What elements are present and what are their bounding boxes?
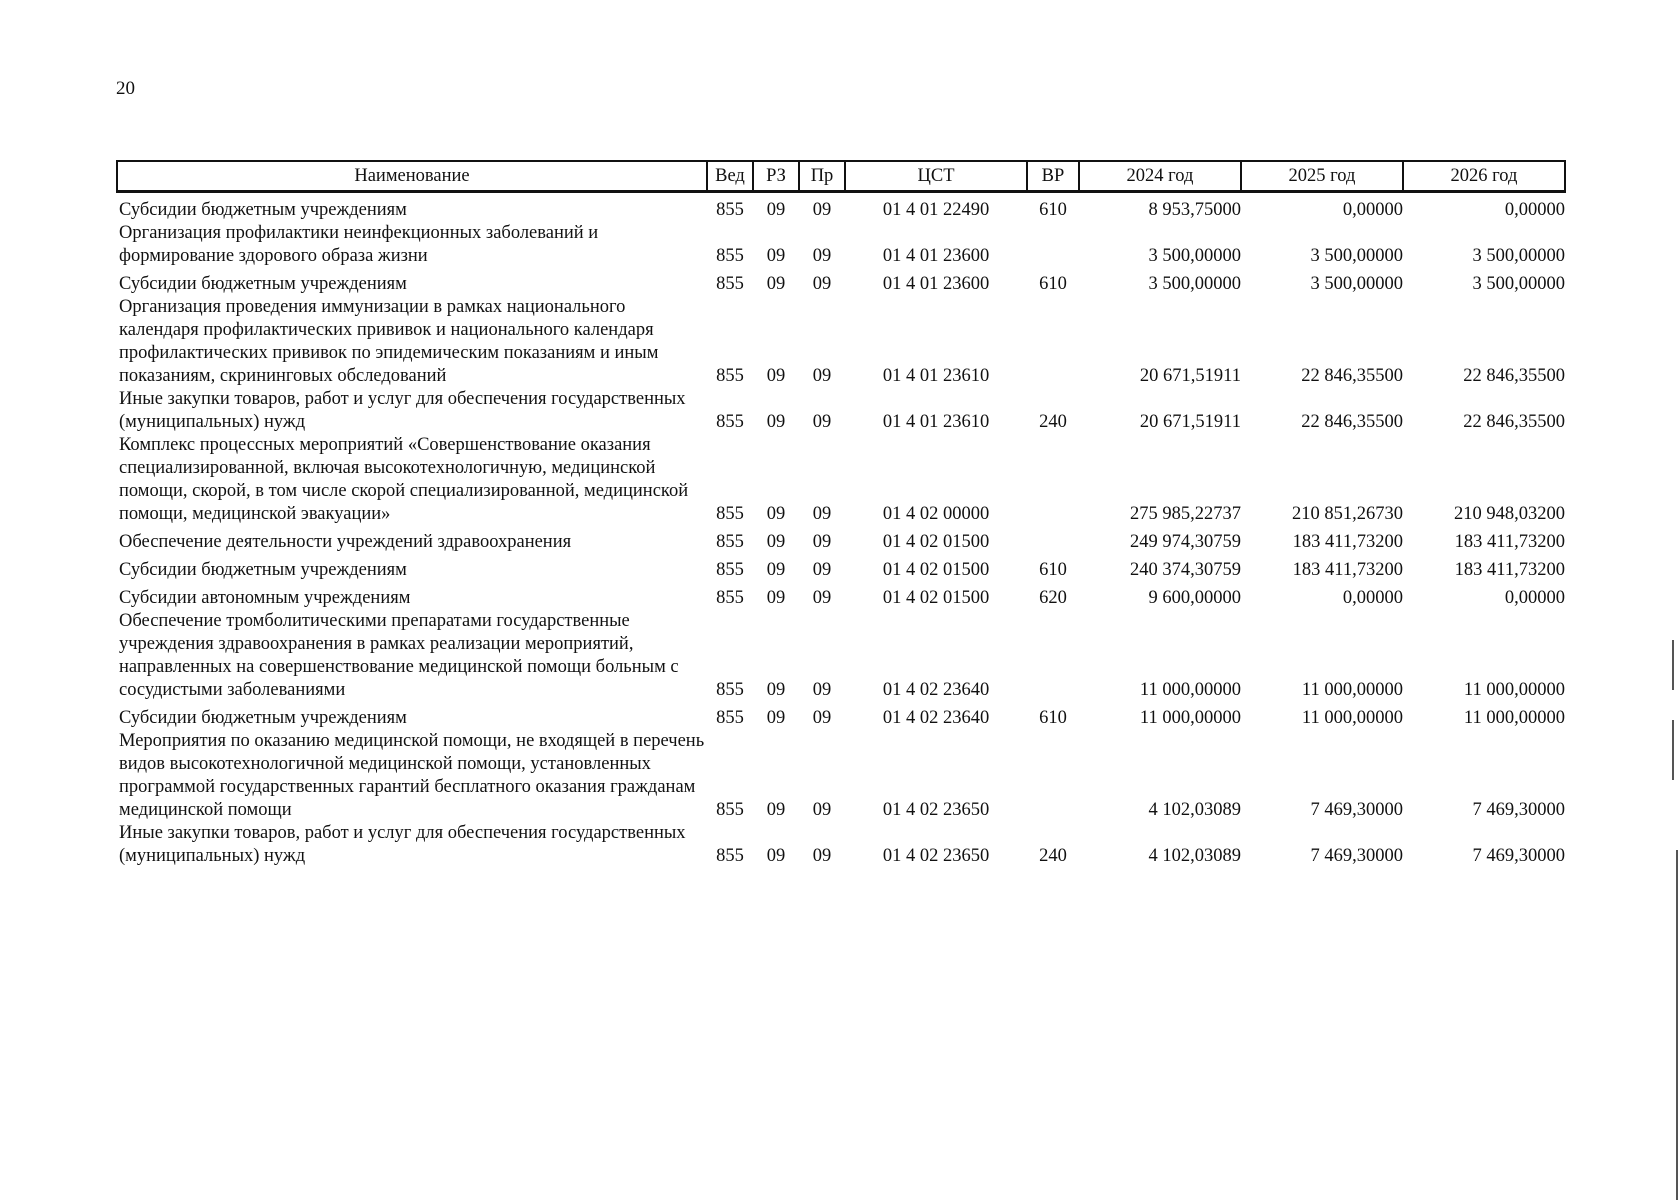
row-cst: 01 4 01 23610: [882, 412, 990, 432]
row-rz: 09: [766, 532, 786, 552]
row-rz: 09: [766, 246, 786, 266]
row-name: Иные закупки товаров, работ и услуг для обеспечения государственных (муниципальных) нужд: [119, 823, 686, 866]
row-pr: 09: [812, 532, 832, 552]
header-rz: РЗ: [753, 161, 799, 192]
row-2025: 0,00000: [1342, 588, 1403, 608]
table-row: [117, 702, 1565, 730]
row-2024: 275 985,22737: [1130, 504, 1241, 524]
row-ved: 855: [716, 708, 744, 728]
row-vr: 240: [1039, 412, 1067, 432]
page-number: 20: [116, 78, 135, 99]
row-pr: 09: [812, 588, 832, 608]
row-2026: 11 000,00000: [1463, 680, 1565, 700]
row-2024: 3 500,00000: [1148, 274, 1241, 294]
row-pr: 09: [812, 412, 832, 432]
row-name: Субсидии автономным учреждениям: [119, 588, 411, 608]
row-rz: 09: [766, 680, 786, 700]
row-2025: 22 846,35500: [1301, 366, 1403, 386]
row-cst: 01 4 02 23650: [882, 800, 990, 820]
row-ved: 855: [716, 366, 744, 386]
row-ved: 855: [716, 680, 744, 700]
table-row: [117, 192, 1565, 223]
row-2025: 0,00000: [1342, 200, 1403, 220]
header-cst: ЦСТ: [845, 161, 1027, 192]
row-ved: 855: [716, 560, 744, 580]
table-row: [117, 526, 1565, 554]
table-row: [117, 582, 1565, 610]
row-pr: 09: [812, 200, 832, 220]
table-row: [117, 388, 1565, 434]
scan-edge-mark: [1672, 720, 1674, 780]
row-cst: 01 4 01 23610: [882, 366, 990, 386]
row-2024: 9 600,00000: [1148, 588, 1241, 608]
row-cst: 01 4 02 01500: [882, 588, 990, 608]
row-ved: 855: [716, 200, 744, 220]
row-vr: 610: [1039, 200, 1067, 220]
row-rz: 09: [766, 200, 786, 220]
row-name: Комплекс процессных мероприятий «Совершенствование оказания специализированной, включая высокотехнологичную, медицинской помощи, скорой, в том числе скорой специализированной, медицинской помощи, медицинской эвакуации»: [119, 435, 689, 524]
row-2024: 20 671,51911: [1139, 412, 1241, 432]
row-2024: 3 500,00000: [1148, 246, 1241, 266]
row-cst: 01 4 02 23650: [882, 846, 990, 866]
row-2026: 7 469,30000: [1472, 800, 1565, 820]
row-name: Мероприятия по оказанию медицинской помощи, не входящей в перечень видов высокотехнологичной медицинской помощи, установленных программой государственных гарантий бесплатного оказания гражданам медицинской помощи: [119, 731, 705, 820]
row-2026: 22 846,35500: [1463, 412, 1565, 432]
row-ved: 855: [716, 846, 744, 866]
row-2026: 22 846,35500: [1463, 366, 1565, 386]
row-pr: 09: [812, 800, 832, 820]
row-ved: 855: [716, 532, 744, 552]
row-ved: 855: [716, 274, 744, 294]
row-name: Организация проведения иммунизации в рамках национального календаря профилактических прививок и национального календаря профилактических прививок по эпидемическим показаниям и иным показаниям, скрининговых обследований: [119, 297, 659, 386]
table-row: [117, 822, 1565, 868]
row-rz: 09: [766, 366, 786, 386]
table-row: [117, 610, 1565, 702]
row-2025: 11 000,00000: [1301, 680, 1403, 700]
row-2025: 3 500,00000: [1310, 246, 1403, 266]
row-2024: 11 000,00000: [1139, 708, 1241, 728]
row-cst: 01 4 01 22490: [882, 200, 990, 220]
row-ved: 855: [716, 412, 744, 432]
row-2025: 7 469,30000: [1310, 846, 1403, 866]
row-2026: 0,00000: [1504, 200, 1565, 220]
table-row: [117, 554, 1565, 582]
row-rz: 09: [766, 412, 786, 432]
row-name: Обеспечение тромболитическими препаратами государственные учреждения здравоохранения в рамках реализации мероприятий, направленных на совершенствование медицинской помощи больным с сосудистыми заболеваниями: [119, 611, 679, 700]
row-cst: 01 4 01 23600: [882, 246, 990, 266]
row-vr: [1027, 730, 1079, 822]
table-row: [117, 222, 1565, 268]
row-rz: 09: [766, 708, 786, 728]
row-vr: 610: [1039, 708, 1067, 728]
header-ved: Вед: [707, 161, 753, 192]
row-2025: 22 846,35500: [1301, 412, 1403, 432]
header-vr: ВР: [1027, 161, 1079, 192]
row-2025: 183 411,73200: [1292, 532, 1403, 552]
row-pr: 09: [812, 274, 832, 294]
row-2026: 183 411,73200: [1454, 532, 1565, 552]
scan-edge-mark: [1676, 850, 1678, 1200]
row-2025: 183 411,73200: [1292, 560, 1403, 580]
row-cst: 01 4 02 00000: [882, 504, 990, 524]
row-2024: 8 953,75000: [1148, 200, 1241, 220]
row-cst: 01 4 02 23640: [882, 708, 990, 728]
scan-edge-mark: [1672, 640, 1674, 690]
row-vr: 610: [1039, 560, 1067, 580]
row-ved: 855: [716, 246, 744, 266]
header-pr: Пр: [799, 161, 845, 192]
row-name: Субсидии бюджетным учреждениям: [119, 560, 407, 580]
table-header-row: [117, 161, 1565, 192]
row-name: Субсидии бюджетным учреждениям: [119, 274, 407, 294]
budget-table: [116, 160, 1566, 868]
table-row: [117, 268, 1565, 296]
header-2026: 2026 год: [1403, 161, 1565, 192]
row-pr: 09: [812, 366, 832, 386]
row-2026: 11 000,00000: [1463, 708, 1565, 728]
row-rz: 09: [766, 274, 786, 294]
row-2026: 210 948,03200: [1454, 504, 1565, 524]
row-2026: 183 411,73200: [1454, 560, 1565, 580]
row-vr: [1027, 222, 1079, 268]
header-2025: 2025 год: [1241, 161, 1403, 192]
row-name: Субсидии бюджетным учреждениям: [119, 200, 407, 220]
row-pr: 09: [812, 246, 832, 266]
row-pr: 09: [812, 560, 832, 580]
row-rz: 09: [766, 560, 786, 580]
row-2026: 3 500,00000: [1472, 246, 1565, 266]
table-row: [117, 434, 1565, 526]
row-name: Обеспечение деятельности учреждений здравоохранения: [119, 532, 572, 552]
row-vr: [1027, 296, 1079, 388]
row-ved: 855: [716, 504, 744, 524]
row-name: Иные закупки товаров, работ и услуг для обеспечения государственных (муниципальных) нужд: [119, 389, 686, 432]
row-rz: 09: [766, 504, 786, 524]
row-2025: 7 469,30000: [1310, 800, 1403, 820]
row-name: Организация профилактики неинфекционных заболеваний и формирование здорового образа жизни: [119, 223, 599, 266]
row-2026: 7 469,30000: [1472, 846, 1565, 866]
row-2025: 3 500,00000: [1310, 274, 1403, 294]
row-2024: 240 374,30759: [1130, 560, 1241, 580]
row-2024: 20 671,51911: [1139, 366, 1241, 386]
table-row: [117, 296, 1565, 388]
row-name: Субсидии бюджетным учреждениям: [119, 708, 407, 728]
row-vr: [1027, 610, 1079, 702]
row-ved: 855: [716, 800, 744, 820]
row-vr: [1027, 434, 1079, 526]
row-2025: 11 000,00000: [1301, 708, 1403, 728]
row-cst: 01 4 02 01500: [882, 532, 990, 552]
row-pr: 09: [812, 680, 832, 700]
row-2024: 11 000,00000: [1139, 680, 1241, 700]
row-vr: 240: [1039, 846, 1067, 866]
header-2024: 2024 год: [1079, 161, 1241, 192]
row-ved: 855: [716, 588, 744, 608]
row-vr: 620: [1039, 588, 1067, 608]
row-rz: 09: [766, 588, 786, 608]
table-row: [117, 730, 1565, 822]
row-2024: 4 102,03089: [1148, 846, 1241, 866]
row-pr: 09: [812, 846, 832, 866]
row-2026: 0,00000: [1504, 588, 1565, 608]
row-cst: 01 4 02 23640: [882, 680, 990, 700]
row-pr: 09: [812, 708, 832, 728]
row-2025: 210 851,26730: [1292, 504, 1403, 524]
row-rz: 09: [766, 846, 786, 866]
row-cst: 01 4 02 01500: [882, 560, 990, 580]
row-pr: 09: [812, 504, 832, 524]
row-2024: 249 974,30759: [1130, 532, 1241, 552]
header-name: Наименование: [117, 161, 707, 192]
row-rz: 09: [766, 800, 786, 820]
row-vr: [1027, 526, 1079, 554]
row-2024: 4 102,03089: [1148, 800, 1241, 820]
row-vr: 610: [1039, 274, 1067, 294]
row-cst: 01 4 01 23600: [882, 274, 990, 294]
row-2026: 3 500,00000: [1472, 274, 1565, 294]
